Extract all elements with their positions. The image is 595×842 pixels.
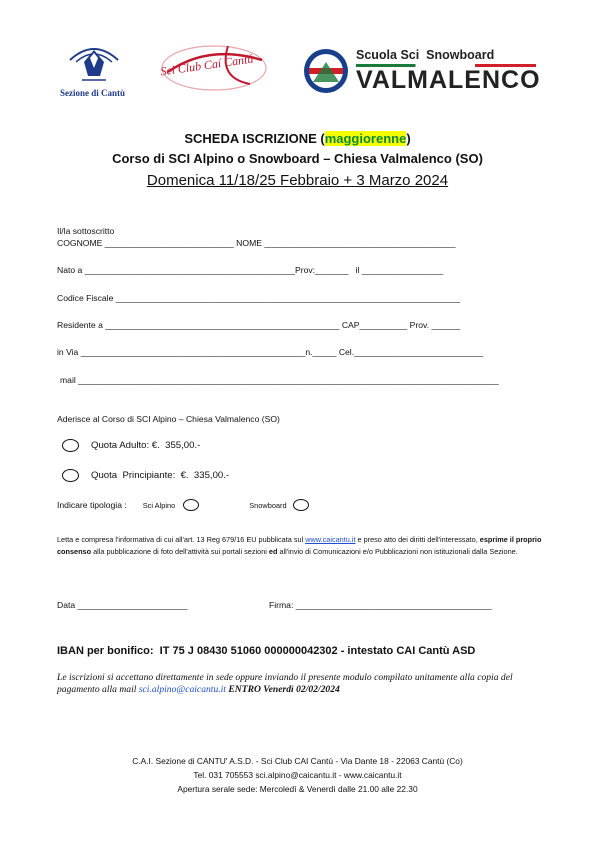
firma-field[interactable]: Firma: _________________________________________ — [269, 600, 492, 610]
note-mail-link[interactable]: sci.alpino@caicantu.it — [138, 684, 226, 695]
title-highlight: maggiorenne — [324, 131, 407, 146]
cognome-nome-field[interactable]: COGNOME ___________________________ NOME ________________________________________ — [57, 238, 456, 248]
ski-school-badge-icon — [303, 48, 349, 94]
privacy-link[interactable]: www.caicantu.it — [305, 535, 356, 544]
note-deadline: ENTRO Venerdì 02/02/2024 — [225, 684, 340, 695]
snowboard-label: Snowboard — [249, 500, 287, 510]
adesione-label: Aderisce al Corso di SCI Alpino – Chiesa Valmalenco (SO) — [57, 414, 280, 424]
snowboard-radio[interactable] — [293, 499, 309, 511]
cai-logo — [62, 36, 126, 86]
quota-adulto-label: Quota Adulto: €. 355,00.- — [91, 440, 201, 451]
residenza-field[interactable]: Residente a _________________________________________________ CAP__________ Prov. ______ — [57, 320, 461, 330]
sci-alpino-radio[interactable] — [183, 499, 199, 511]
intro-label: Il/la sottoscritto — [57, 226, 115, 236]
school-badge — [303, 48, 349, 94]
footer-hours: Apertura serale sede: Mercoledì & Venerdì dalle 21.00 alle 22.30 — [177, 784, 418, 794]
data-field[interactable]: Data _______________________ — [57, 600, 188, 610]
course-dates: Domenica 11/18/25 Febbraio + 3 Marzo 2024 — [146, 172, 449, 189]
quota-principiante-label: Quota Principiante: €. 335,00.- — [91, 470, 230, 481]
title-prefix: SCHEDA ISCRIZIONE ( — [184, 131, 325, 146]
privacy-consent: esprime il proprio consenso — [57, 535, 542, 556]
submission-note — [57, 672, 545, 696]
privacy-part4: all'invio di Comunicazioni e/o Pubblicazioni non istituzionali dalla Sezione. — [277, 547, 518, 556]
quota-adulto-option[interactable] — [62, 439, 200, 452]
sciclub-logo-text: Sci Club Caí Cantú — [159, 51, 255, 79]
cai-section-label: Sezione di Cantù — [60, 88, 126, 98]
school-name-line2: VALMALENCO — [356, 66, 541, 94]
note-part1: Le iscrizioni si accettano direttamente in sede oppure inviando il presente modulo compilato unitamente alla copia del pagamento alla mail — [57, 672, 513, 695]
privacy-ed: ed — [268, 547, 278, 556]
privacy-part2: e preso atto dei diritti dell'interessato, — [355, 535, 480, 544]
sci-alpino-label: Sci Alpino — [142, 500, 176, 510]
codice-fiscale-field[interactable]: Codice Fiscale ________________________________________________________________________ — [57, 293, 460, 303]
nascita-field[interactable]: Nato a ____________________________________________Prov:_______ il _________________ — [57, 265, 444, 275]
tipologia-label: Indicare tipologia : — [57, 500, 127, 510]
footer-address: C.A.I. Sezione di CANTU' A.S.D. - Sci Club CAI Cantù - Via Dante 18 - 22063 Cantù (Co) — [132, 756, 463, 766]
tipologia-row — [57, 499, 309, 511]
cai-emblem-icon — [62, 36, 126, 86]
privacy-part1: Letta e compresa l'informativa di cui all'art. 13 Reg 679/16 EU pubblicata sul — [57, 535, 306, 544]
footer-contacts: Tel. 031 705553 sci.alpino@caicantu.it - www.caicantu.it — [193, 770, 402, 780]
title-suffix: ) — [406, 131, 411, 146]
quota-principiante-radio[interactable] — [62, 469, 79, 482]
quota-adulto-radio[interactable] — [62, 439, 79, 452]
iban-line: IBAN per bonifico: IT 75 J 08430 51060 000000042302 - intestato CAI Cantù ASD — [57, 645, 476, 657]
course-title: Corso di SCI Alpino o Snowboard – Chiesa Valmalenco (SO) — [112, 151, 483, 166]
indirizzo-field[interactable]: in Via _______________________________________________n._____ Cel.___________________________ — [57, 347, 484, 357]
privacy-part3: alla pubblicazione di foto dell'attività sui portali sezioni — [91, 547, 269, 556]
quota-principiante-option[interactable] — [62, 469, 229, 482]
mail-field[interactable]: mail ________________________________________________________________________________________ — [60, 375, 499, 385]
school-name-line1: Scuola Sci Snowboard — [356, 48, 495, 62]
privacy-text — [57, 534, 545, 558]
form-title — [0, 131, 595, 146]
